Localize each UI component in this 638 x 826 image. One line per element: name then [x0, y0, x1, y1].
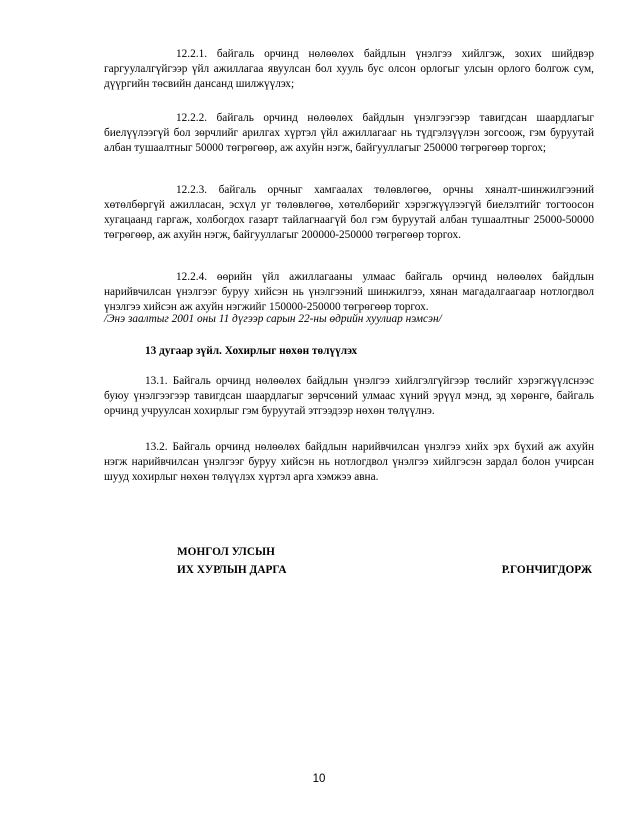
page-number: 10	[312, 773, 326, 785]
signature-title-line2: ИХ ХУРЛЫН ДАРГА	[177, 564, 287, 576]
clause-12-2-4: 12.2.4. өөрийн үйл ажиллагааны улмаас байгаль орчинд нөлөөлөх байдлын нарийвчилсан үнэлгээг буруу хийсэн нь үнэлгээний шинжилгээ, хянан магадалгаагаар нотлогдвол үнэлгээ хийсэн аж ахуйн нэгжийг 150000-250000 төгрөгөөр торгох.	[104, 271, 594, 313]
signature-title-line1: МОНГОЛ УЛСЫН	[177, 546, 275, 558]
clause-12-2-1: 12.2.1. байгаль орчинд нөлөөлөх байдлын үнэлгээ хийлгэж, зохих шийдвэр гаргуулалгүйгээр үйл ажиллагаа явуулсан бол хууль бус олсон орлогыг улсын орлого болгож сум, дүүргийн төсвийн дансанд шилжүүлэх;	[104, 48, 594, 90]
paragraph-13-1: 13.1. Байгаль орчинд нөлөөлөх байдлын үнэлгээ хийлгэлгүйгээр төслийг хэрэгжүүлснээс буюу үнэлгээгээр тавигдсан шаардлагыг зөрчсөний улмаас хүний эрүүл мэнд, эд хөрөнгө, байгаль орчинд учруулсан хохирлыг гэм буруутай этгээдээр нөхөн төлүүлнэ.	[104, 375, 594, 417]
clause-12-2-3: 12.2.3. байгаль орчныг хамгаалах төлөвлөгөө, орчны хяналт-шинжилгээний хөтөлбөргүй ажилласан, эсхүл уг төлөвлөгөө, хөтөлбөрийг хэрэгжүүлээгүй биелэлтийг тогтоосон хугацаанд гаргаж, холбогдох газарт тайлагнаагүй бол гэм буруутай албан тушаалтныг 25000-50000 төгрөгөөр, аж ахуйн нэгж, байгууллагыг 200000-250000 төгрөгөөр торгох.	[104, 184, 594, 241]
signature-name: Р.ГОНЧИГДОРЖ	[501, 564, 592, 576]
signature-title	[177, 543, 287, 579]
article-13-heading: 13 дугаар зүйл. Хохирлыг нөхөн төлүүлэх	[145, 345, 358, 357]
amendment-note: /Энэ заалтыг 2001 оны 11 дүгээр сарын 22-ны өдрийн хуулиар нэмсэн/	[104, 313, 442, 325]
clause-12-2-2: 12.2.2. байгаль орчинд нөлөөлөх байдлын үнэлгээгээр тавигдсан шаардлагыг биелүүлээгүй бол зөрчлийг арилгах хүртэл үйл ажиллагааг нь түдгэлзүүлэн зогсоож, гэм буруутай албан тушаалтныг 50000 төгрөгөөр, аж ахуйн нэгж, байгууллагыг 250000 төгрөгөөр торгох;	[104, 112, 594, 154]
paragraph-13-2: 13.2. Байгаль орчинд нөлөөлөх байдлын нарийвчилсан үнэлгээ хийх эрх бүхий аж ахуйн нэгж нарийвчилсан үнэлгээг буруу хийсэн нь нотлогдвол үнэлгээ хийлгэсэн зардал болон учирсан шууд хохирлыг нөхөн төлүүлэх хүртэл арга хэмжээ авна.	[104, 441, 594, 483]
